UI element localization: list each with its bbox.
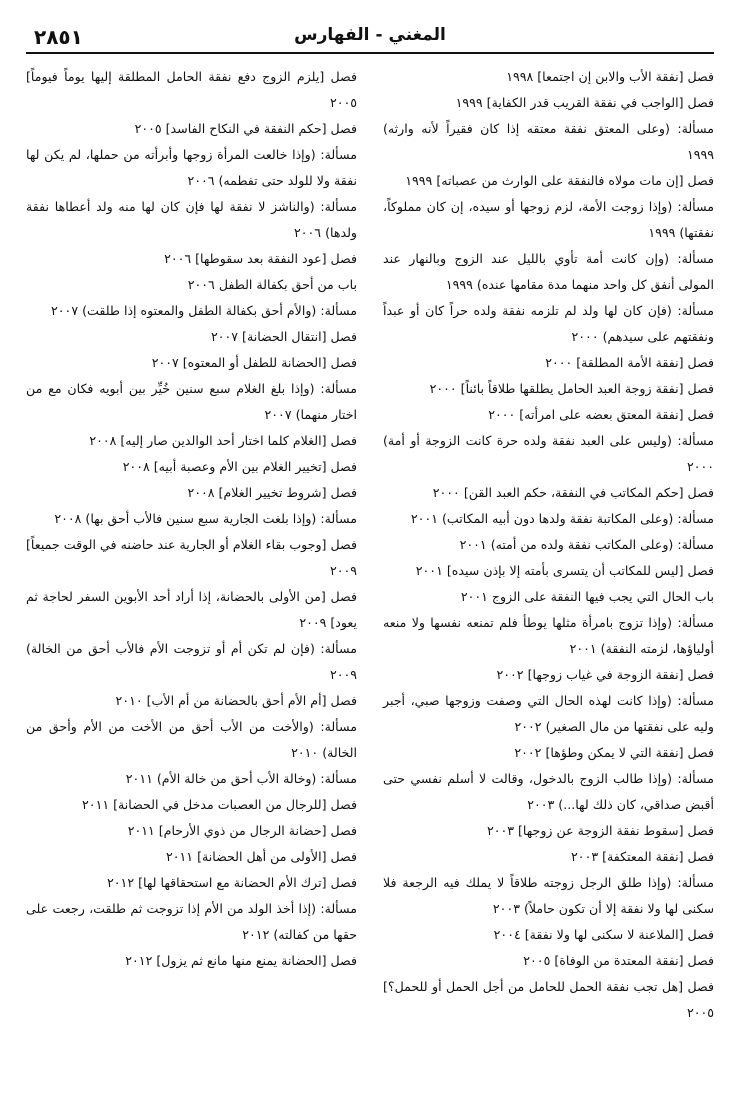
index-page	[26, 22, 714, 1072]
index-entry: مسألة: (فإن لم تكن أم أو تزوجت الأم فالأب أحق من الخالة) ٢٠٠٩	[26, 641, 357, 682]
index-entry: فصل [ليس للمكاتب أن يتسرى بأمته إلا بإذن سيده] ٢٠٠١	[415, 563, 714, 578]
index-entry: فصل [نفقة المعتدة من الوفاة] ٢٠٠٥	[523, 953, 714, 968]
index-entry: فصل [الحضانة للطفل أو المعتوه] ٢٠٠٧	[151, 355, 357, 370]
index-entry: فصل [الواجب في نفقة القريب قدر الكفاية] ١٩٩٩	[455, 95, 714, 110]
index-entry: فصل [الأولى من أهل الحضانة] ٢٠١١	[166, 849, 357, 864]
index-entry: فصل [للرجال من العصبات مدخل في الحضانة] ٢٠١١	[82, 797, 357, 812]
book-title: المغني	[388, 25, 446, 45]
index-entry: فصل [انتقال الحضانة] ٢٠٠٧	[210, 329, 357, 344]
index-entry: فصل [نفقة زوجة العبد الحامل يطلقها طلاقاً بائناً] ٢٠٠٠	[429, 381, 714, 396]
index-entry: فصل [إن مات مولاه فالنفقة على الوارث من عصباته] ١٩٩٩	[405, 173, 714, 188]
running-title	[26, 25, 714, 45]
index-entry: مسألة: (وإذا خالعت المرأة زوجها وأبرأته من حملها، لم يكن لها نفقة ولا للولد حتى تفطمه) ٢٠٠٦	[26, 147, 357, 188]
index-entry: فصل [نفقة الأب والابن إن اجتمعا] ١٩٩٨	[506, 69, 714, 84]
index-entry: فصل [نفقة الزوجة في غياب زوجها] ٢٠٠٢	[496, 667, 714, 682]
index-entry: فصل [سقوط نفقة الزوجة عن زوجها] ٢٠٠٣	[486, 823, 714, 838]
index-entry: فصل [أم الأم أحق بالحضانة من أم الأب] ٢٠١٠	[115, 693, 357, 708]
index-entry: مسألة: (وإذا طالب الزوج بالدخول، وقالت لا أسلم نفسي حتى أقبض صداقي، كان ذلك لها...) ٢٠٠٣	[383, 771, 714, 812]
index-entry: فصل [من الأولى بالحضانة، إذا أراد أحد الأبوين السفر لحاجة ثم يعود] ٢٠٠٩	[26, 589, 357, 630]
index-entry: مسألة: (إذا أخذ الولد من الأم إذا تزوجت ثم طلقت، رجعت على حقها من كفالته) ٢٠١٢	[26, 901, 357, 942]
index-entry: مسألة: (فإن كان لها ولد لم تلزمه نفقة ولده حراً كان أو عبداً ونفقتهم على سيدهم) ٢٠٠٠	[383, 303, 714, 344]
index-entry: فصل [هل تجب نفقة الحمل للحامل من أجل الحمل أو للحمل؟] ٢٠٠٥	[383, 979, 714, 1020]
index-entry: مسألة: (وخالة الأب أحق من خالة الأم) ٢٠١١	[125, 771, 357, 786]
index-columns	[26, 64, 714, 1072]
index-entry: مسألة: (والناشز لا نفقة لها فإن كان لها منه ولد أعطاها نفقة ولدها) ٢٠٠٦	[26, 199, 357, 240]
index-entry: مسألة: (وإذا بلغت الجارية سبع سنين فالأب أحق بها) ٢٠٠٨	[54, 511, 357, 526]
index-entry: فصل [تخيير الغلام بين الأم وعصبة أبيه] ٢٠٠٨	[122, 459, 357, 474]
index-entry: فصل [الغلام كلما اختار أحد الوالدين صار إليه] ٢٠٠٨	[89, 433, 357, 448]
title-separator: -	[375, 25, 383, 45]
index-entry: فصل [حضانة الرجال من ذوي الأرحام] ٢٠١١	[127, 823, 357, 838]
index-entry: باب الحال التي يجب فيها النفقة على الزوج ٢٠٠١	[460, 589, 714, 604]
right-index-column	[383, 64, 714, 1072]
index-entry: فصل [وجوب بقاء الغلام أو الجارية عند حاضنه في الوقت جميعاً] ٢٠٠٩	[26, 537, 357, 578]
index-entry: مسألة: (وإذا زوجت الأمة، لزم زوجها أو سيده، إن كان مملوكاً، نفقتها) ١٩٩٩	[383, 199, 714, 240]
index-entry: فصل [الملاعنة لا سكنى لها ولا نفقة] ٢٠٠٤	[493, 927, 714, 942]
index-entry: مسألة: (وإذا كانت لهذه الحال التي وصفت وزوجها صبي، أجبر وليه على نفقتها من مال الصغير) ٢٠٠٢	[383, 693, 714, 734]
index-entry: مسألة: (وليس على العبد نفقة ولده حرة كانت الزوجة أو أمة) ٢٠٠٠	[383, 433, 714, 474]
page-header	[26, 22, 714, 54]
index-entry: باب من أحق بكفالة الطفل ٢٠٠٦	[187, 277, 357, 292]
left-index-column	[26, 64, 357, 1072]
index-entry: مسألة: (وإذا بلغ الغلام سبع سنين خُيِّر بين أبويه فكان مع من اختار منهما) ٢٠٠٧	[26, 381, 357, 422]
index-entry: مسألة: (والأم أحق بكفالة الطفل والمعتوه إذا طلقت) ٢٠٠٧	[51, 303, 357, 318]
index-entry: مسألة: (وإذا تزوج بامرأة مثلها يوطأ فلم تمنعه نفسها ولا منعه أولياؤها، لزمته النفقة) ٢٠٠١	[383, 615, 714, 656]
page-number: ٢٨٥١	[34, 25, 83, 49]
index-entry: فصل [نفقة التي لا يمكن وطؤها] ٢٠٠٢	[514, 745, 714, 760]
index-entry: فصل [الحضانة يمنع منها مانع ثم يزول] ٢٠١٢	[125, 953, 357, 968]
index-entry: فصل [ترك الأم الحضانة مع استحقاقها لها] ٢٠١٢	[107, 875, 357, 890]
index-entry: فصل [حكم النفقة في النكاح الفاسد] ٢٠٠٥	[134, 121, 357, 136]
index-entry: فصل [يلزم الزوج دفع نفقة الحامل المطلقة إليها يوماً فيوماً] ٢٠٠٥	[26, 69, 357, 110]
index-entry: مسألة: (وإذا طلق الرجل زوجته طلاقاً لا يملك فيه الرجعة فلا سكنى لها ولا نفقة إلا أن تكون حاملاً) ٢٠٠٣	[383, 875, 714, 916]
index-entry: مسألة: (وإن كانت أمة تأوي بالليل عند الزوج وبالنهار عند المولى أنفق كل واحد منهما مدة مقامها عنده) ١٩٩٩	[383, 251, 714, 292]
index-entry: فصل [نفقة المعتكفة] ٢٠٠٣	[571, 849, 714, 864]
index-entry: فصل [نفقة المعتق بعضه على امرأته] ٢٠٠٠	[488, 407, 714, 422]
index-entry: فصل [شروط تخيير الغلام] ٢٠٠٨	[187, 485, 357, 500]
section-title: الفهارس	[294, 25, 370, 45]
index-entry: مسألة: (والأخت من الأب أحق من الأخت من الأم وأحق من الخالة) ٢٠١٠	[26, 719, 357, 760]
index-entry: فصل [حكم المكاتب في النفقة، حكم العبد القن] ٢٠٠٠	[432, 485, 714, 500]
index-entry: فصل [عود النفقة بعد سقوطها] ٢٠٠٦	[164, 251, 357, 266]
index-entry: مسألة: (وعلى المكاتب نفقة ولده من أمته) ٢٠٠١	[459, 537, 714, 552]
index-entry: مسألة: (وعلى المكاتبة نفقة ولدها دون أبيه المكاتب) ٢٠٠١	[410, 511, 714, 526]
index-entry: مسألة: (وعلى المعتق نفقة معتقه إذا كان فقيراً لأنه وارثه) ١٩٩٩	[383, 121, 714, 162]
index-entry: فصل [نفقة الأمة المطلقة] ٢٠٠٠	[545, 355, 714, 370]
